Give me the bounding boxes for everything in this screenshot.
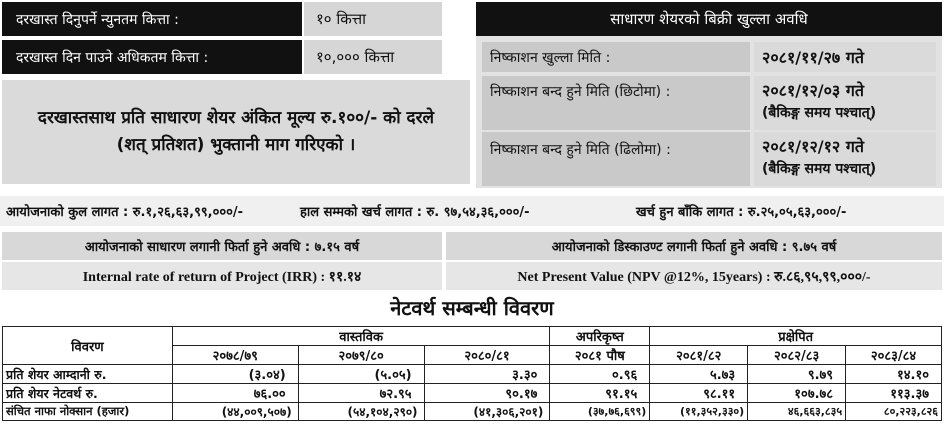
banking-note: (बैकिङ्ग समय पश्चात्) (762, 161, 877, 177)
cell: (३.०४) (172, 365, 298, 384)
min-kitta-value: १० कित्ता (304, 2, 442, 36)
npv: Net Present Value (NPV @12%, 15years) : रु.८६,९५,९९,०००/- (446, 262, 942, 290)
min-kitta-label: दरखास्त दिनुपर्ने न्युनतम कित्ता : (2, 2, 302, 36)
col-header-desc: विवरण (3, 327, 173, 365)
cell: ०.९६ (550, 365, 650, 384)
cell: (४४,००९,५०७) (172, 403, 298, 421)
total-cost: आयोजनाको कुल लागत : रु.१,२६,६३,९९,०००/- (6, 205, 243, 220)
year-header: २०८२/८३ (748, 346, 846, 365)
year-header: २०७९/८० (298, 346, 424, 365)
banking-note: (बैकिङ्ग समय पश्चात्) (762, 105, 877, 121)
sale-row-value: २०८१/११/२७ गते (754, 42, 936, 72)
payback-period: आयोजनाको साधारण लगानी फिर्ता हुने अवधि : ७.१५ वर्ष (2, 232, 442, 260)
sale-row-label: निष्काशन खुल्ला मिति : (482, 42, 750, 72)
year-header: २०७८/७९ (172, 346, 298, 365)
sale-row-label: निष्काशन बन्द हुने मिति (छिटोमा) : (482, 76, 750, 130)
year-header: २०८१/८२ (650, 346, 748, 365)
cell: १०७.७८ (748, 384, 846, 403)
year-header: २०८०/८१ (424, 346, 550, 365)
cell: (११,३५२,३३०) (650, 403, 748, 421)
cell: ९०.१७ (424, 384, 550, 403)
payment-note-box (2, 80, 470, 184)
group-header-projected: प्रक्षेपित (650, 327, 942, 346)
cell: ९१.१५ (550, 384, 650, 403)
payment-note: दरखास्तसाथ प्रति साधारण शेयर अंकित मूल्य रु.१००/- को दरले (शत् प्रतिशत) भुक्तानी माग गरिएको । (37, 108, 435, 155)
row-label: प्रति शेयर आम्दानी रु. (3, 365, 173, 384)
cell: (५.०५) (298, 365, 424, 384)
cell: ९.७९ (748, 365, 846, 384)
cell: ८०,२२३,८२६ (846, 403, 942, 421)
networth-table (2, 326, 942, 421)
sale-row-value (754, 132, 936, 186)
sale-period-title: साधारण शेयरको बिक्री खुल्ला अवधि (476, 2, 942, 36)
irr: Internal rate of return of Project (IRR) : ११.१४ (2, 262, 442, 290)
group-header-actual: वास्तविक (172, 327, 550, 346)
cell: ७२.९५ (298, 384, 424, 403)
max-kitta-value: १०,००० कित्ता (304, 40, 442, 74)
year-header: २०८१ पौष (550, 346, 650, 365)
cell: (५४,१०४,२९०) (298, 403, 424, 421)
cell: (४१,३०६,२०१) (424, 403, 550, 421)
sale-row-open (482, 42, 936, 72)
cost-strip (0, 196, 944, 226)
sale-row-label: निष्काशन बन्द हुने मिति (ढिलोमा) : (482, 132, 750, 186)
cell: १४.१० (846, 365, 942, 384)
networth-title: नेटवर्थ सम्बन्धी विवरण (390, 296, 554, 320)
row-label: संचित नाफा नोक्सान (हजार) (3, 403, 173, 421)
sale-date: २०८१/१२/०३ गते (762, 81, 864, 100)
cell: ४६,६६३,८३५ (748, 403, 846, 421)
table-header-row (3, 327, 942, 346)
cell: (३७,७६,६९९) (550, 403, 650, 421)
cell: ५.७३ (650, 365, 748, 384)
table-row (3, 403, 942, 421)
sale-row-close-late (482, 132, 936, 186)
remaining-cost: खर्च हुन बाँकि लागत : रु.२५,०५,६३,०००/- (636, 205, 847, 220)
sale-row-close-early (482, 76, 936, 130)
cell: ९८.११ (650, 384, 748, 403)
sale-date: २०८१/१२/१२ गते (762, 137, 864, 156)
sale-row-value (754, 76, 936, 130)
table-row (3, 384, 942, 403)
max-kitta-label: दरखास्त दिन पाउने अधिकतम कित्ता : (2, 40, 302, 74)
year-header: २०८३/८४ (846, 346, 942, 365)
sale-period-panel (476, 2, 942, 188)
cell: ११३.३७ (846, 384, 942, 403)
cell: ७६.०० (172, 384, 298, 403)
cell: ३.३० (424, 365, 550, 384)
spent-cost: हाल सम्मको खर्च लागत : रु. ९७,५४,३६,०००/- (300, 205, 530, 220)
row-label: प्रति शेयर नेटवर्थ रु. (3, 384, 173, 403)
group-header-unaudited: अपरिकृष्त (550, 327, 650, 346)
discount-payback-period: आयोजनाको डिस्काउण्ट लगानी फिर्ता हुने अवधि : ९.७५ वर्ष (446, 232, 942, 260)
table-row (3, 365, 942, 384)
